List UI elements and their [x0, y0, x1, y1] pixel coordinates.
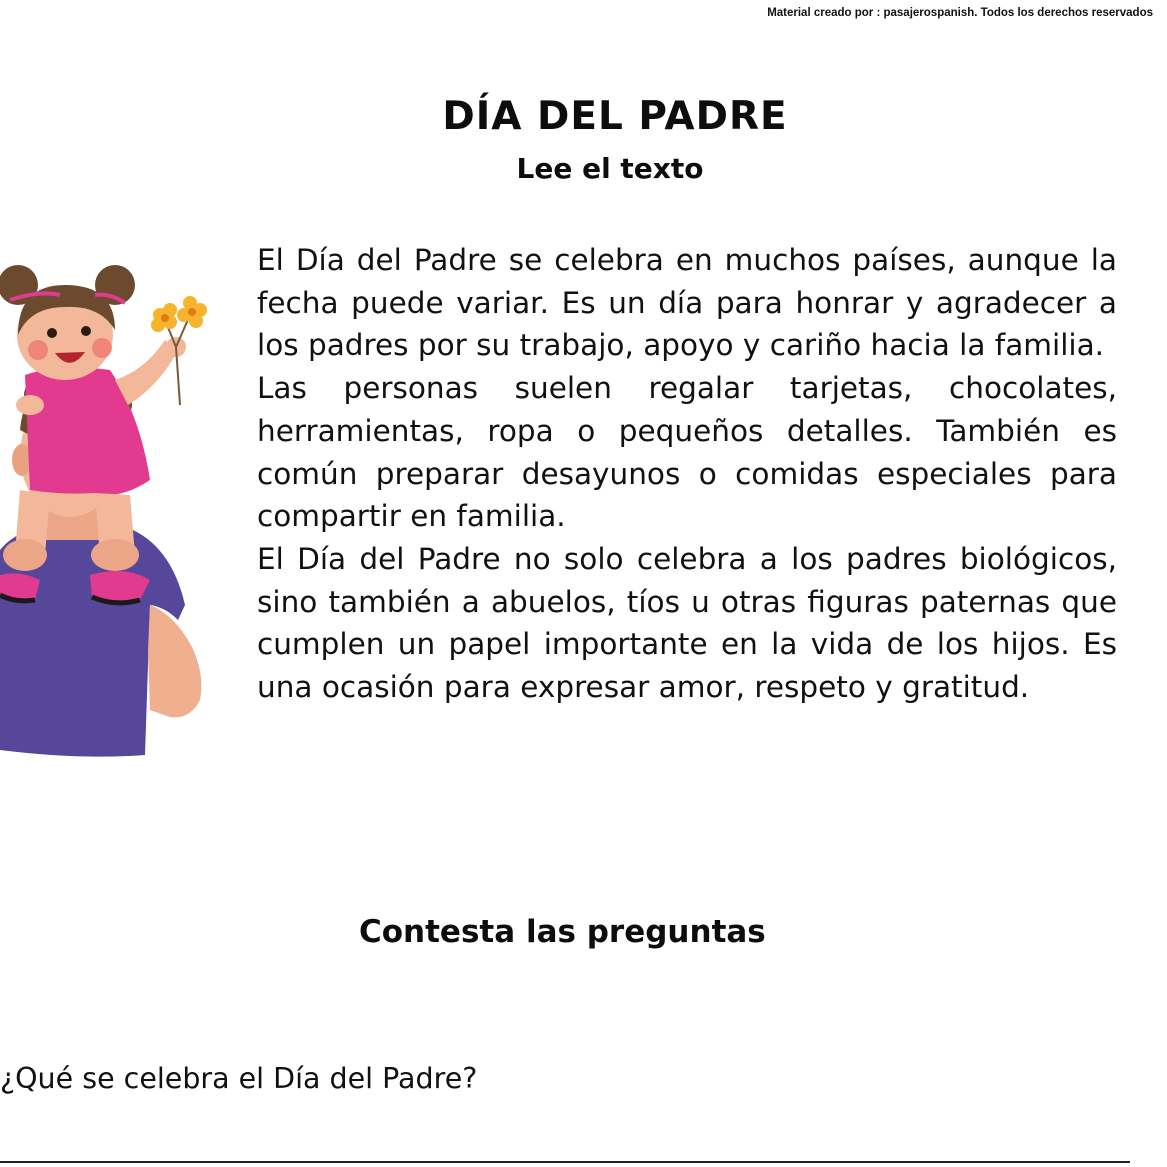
reading-passage: [257, 239, 1117, 709]
father-daughter-illustration: [0, 255, 215, 765]
answer-line[interactable]: [0, 1161, 1130, 1163]
questions-heading: Contesta las preguntas: [359, 914, 766, 950]
paragraph: Las personas suelen regalar tarjetas, chocolates, herramientas, ropa o pequeños detalles. También es común preparar desayunos o comidas especiales para compartir en familia.: [257, 371, 1117, 534]
worksheet-subtitle: Lee el texto: [516, 152, 704, 185]
copyright-credit: Material creado por : pasajerospanish. Todos los derechos reservados: [767, 7, 1153, 19]
paragraph: El Día del Padre se celebra en muchos países, aunque la fecha puede variar. Es un día para honrar y agradecer a los padres por su trabajo, apoyo y cariño hacia la familia.: [257, 243, 1117, 363]
question-1: ¿Qué se celebra el Día del Padre?: [0, 1062, 478, 1095]
worksheet-title: DÍA DEL PADRE: [442, 94, 788, 139]
paragraph: El Día del Padre no solo celebra a los padres biológicos, sino también a abuelos, tíos u otras figuras paternas que cumplen un papel importante en la vida de los hijos. Es una ocasión para expresar amor, respeto y gratitud.: [257, 541, 1117, 705]
